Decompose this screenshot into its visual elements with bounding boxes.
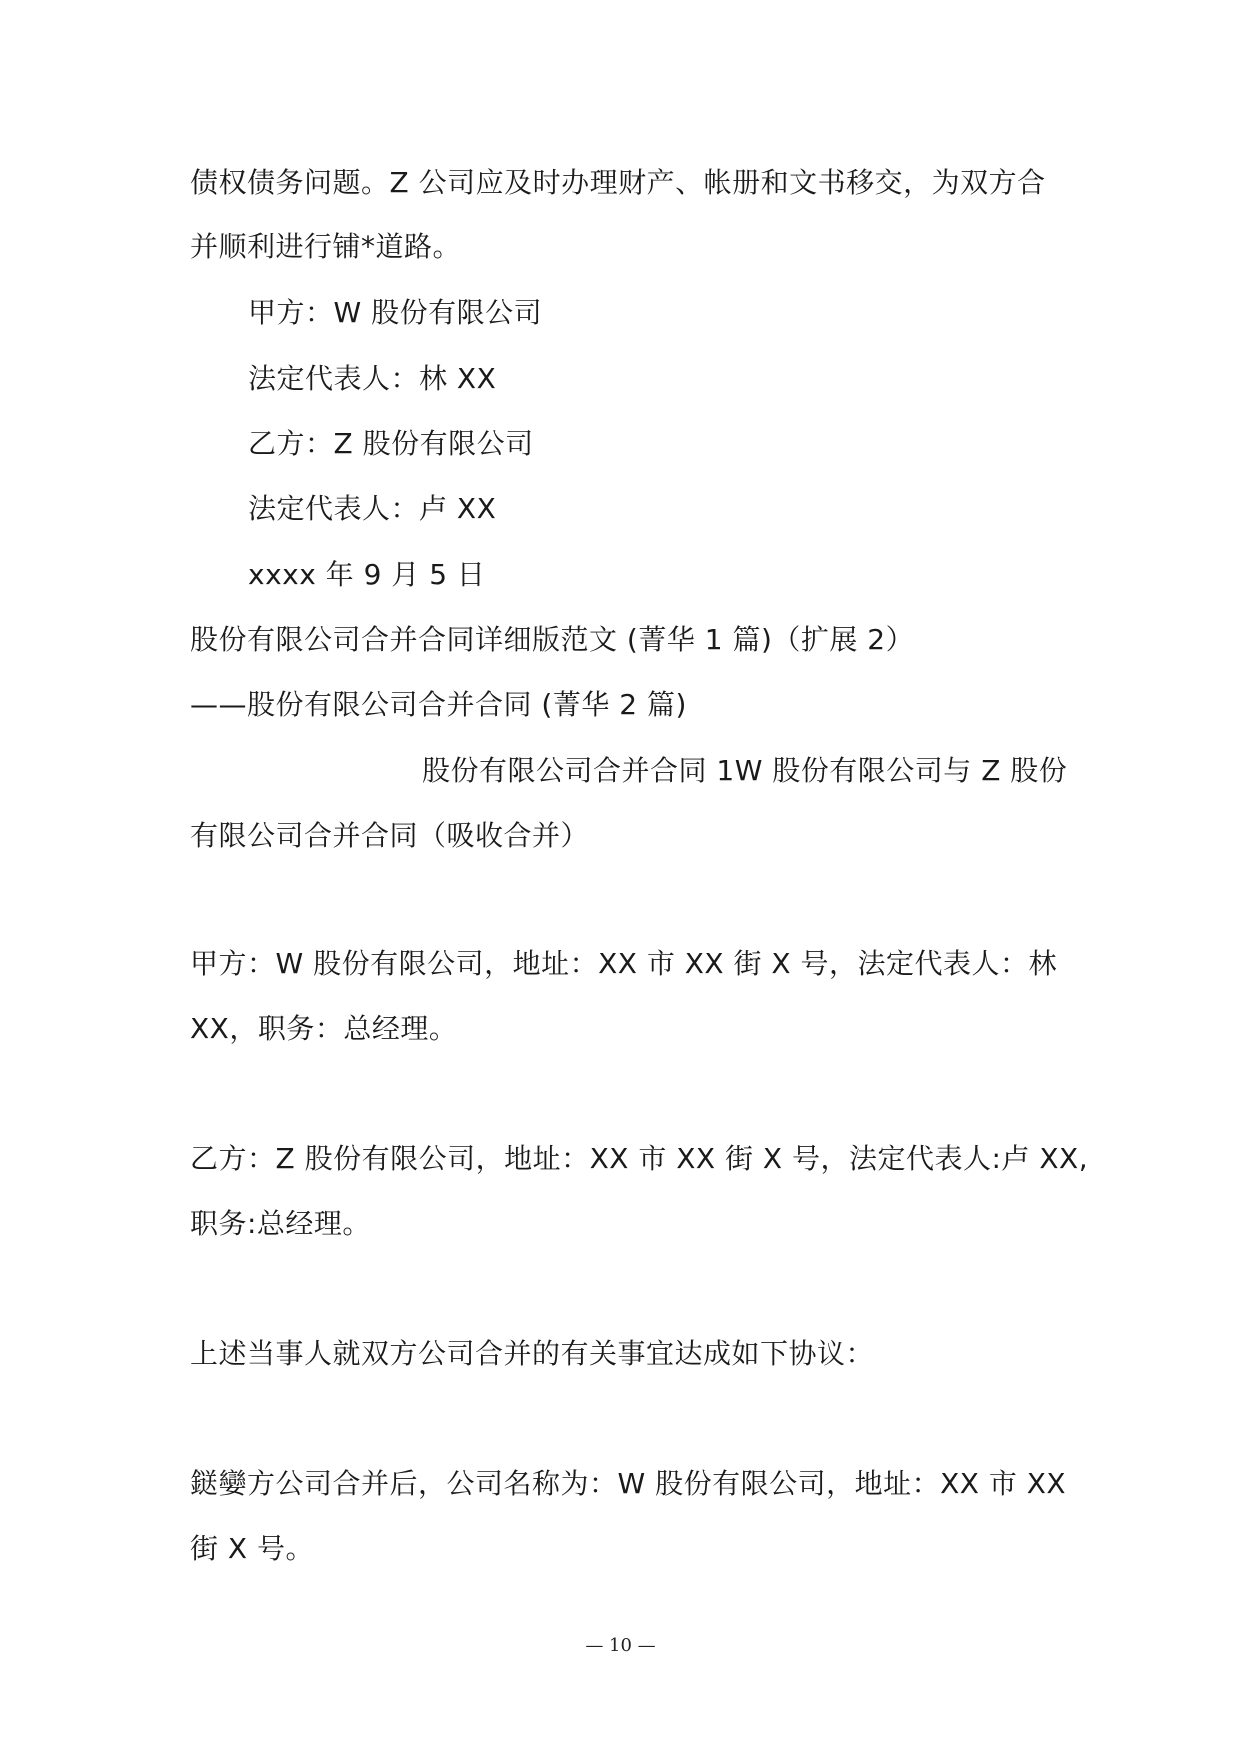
clause-text: 鎹孌方公司合并后，公司名称为：W 股份有限公司，地址：XX 市 XX [190, 1467, 1067, 1500]
paragraph-line: 债权债务问题。Z 公司应及时办理财产、帐册和文书移交，为双方合 [190, 166, 1046, 199]
clause-text: 街 X 号。 [190, 1532, 314, 1565]
section-subheading: ——股份有限公司合并合同 (菁华 2 篇) [190, 688, 687, 721]
signature-party-a: 甲方：W 股份有限公司 [248, 296, 543, 329]
signature-rep-a: 法定代表人：林 XX [248, 362, 497, 395]
contract-title-line: 有限公司合并合同（吸收合并） [190, 819, 590, 852]
party-b-details: 乙方：Z 股份有限公司，地址：XX 市 XX 街 X 号，法定代表人:卢 XX, [190, 1142, 1089, 1175]
contract-title-line: 股份有限公司合并合同 1W 股份有限公司与 Z 股份 [422, 754, 1068, 787]
signature-date: xxxx 年 9 月 5 日 [248, 558, 486, 591]
paragraph-line: 并顺利进行铺*道路。 [190, 230, 462, 263]
signature-party-b: 乙方：Z 股份有限公司 [248, 427, 534, 460]
party-b-details: 职务:总经理。 [190, 1207, 371, 1240]
page-number: — 10 — [585, 1635, 656, 1656]
section-heading: 股份有限公司合并合同详细版范文 (菁华 1 篇)（扩展 2） [190, 623, 915, 656]
signature-rep-b: 法定代表人：卢 XX [248, 492, 497, 525]
agreement-intro: 上述当事人就双方公司合并的有关事宜达成如下协议： [190, 1337, 875, 1370]
party-a-details: XX，职务：总经理。 [190, 1012, 458, 1045]
party-a-details: 甲方：W 股份有限公司，地址：XX 市 XX 街 X 号，法定代表人：林 [190, 947, 1057, 980]
